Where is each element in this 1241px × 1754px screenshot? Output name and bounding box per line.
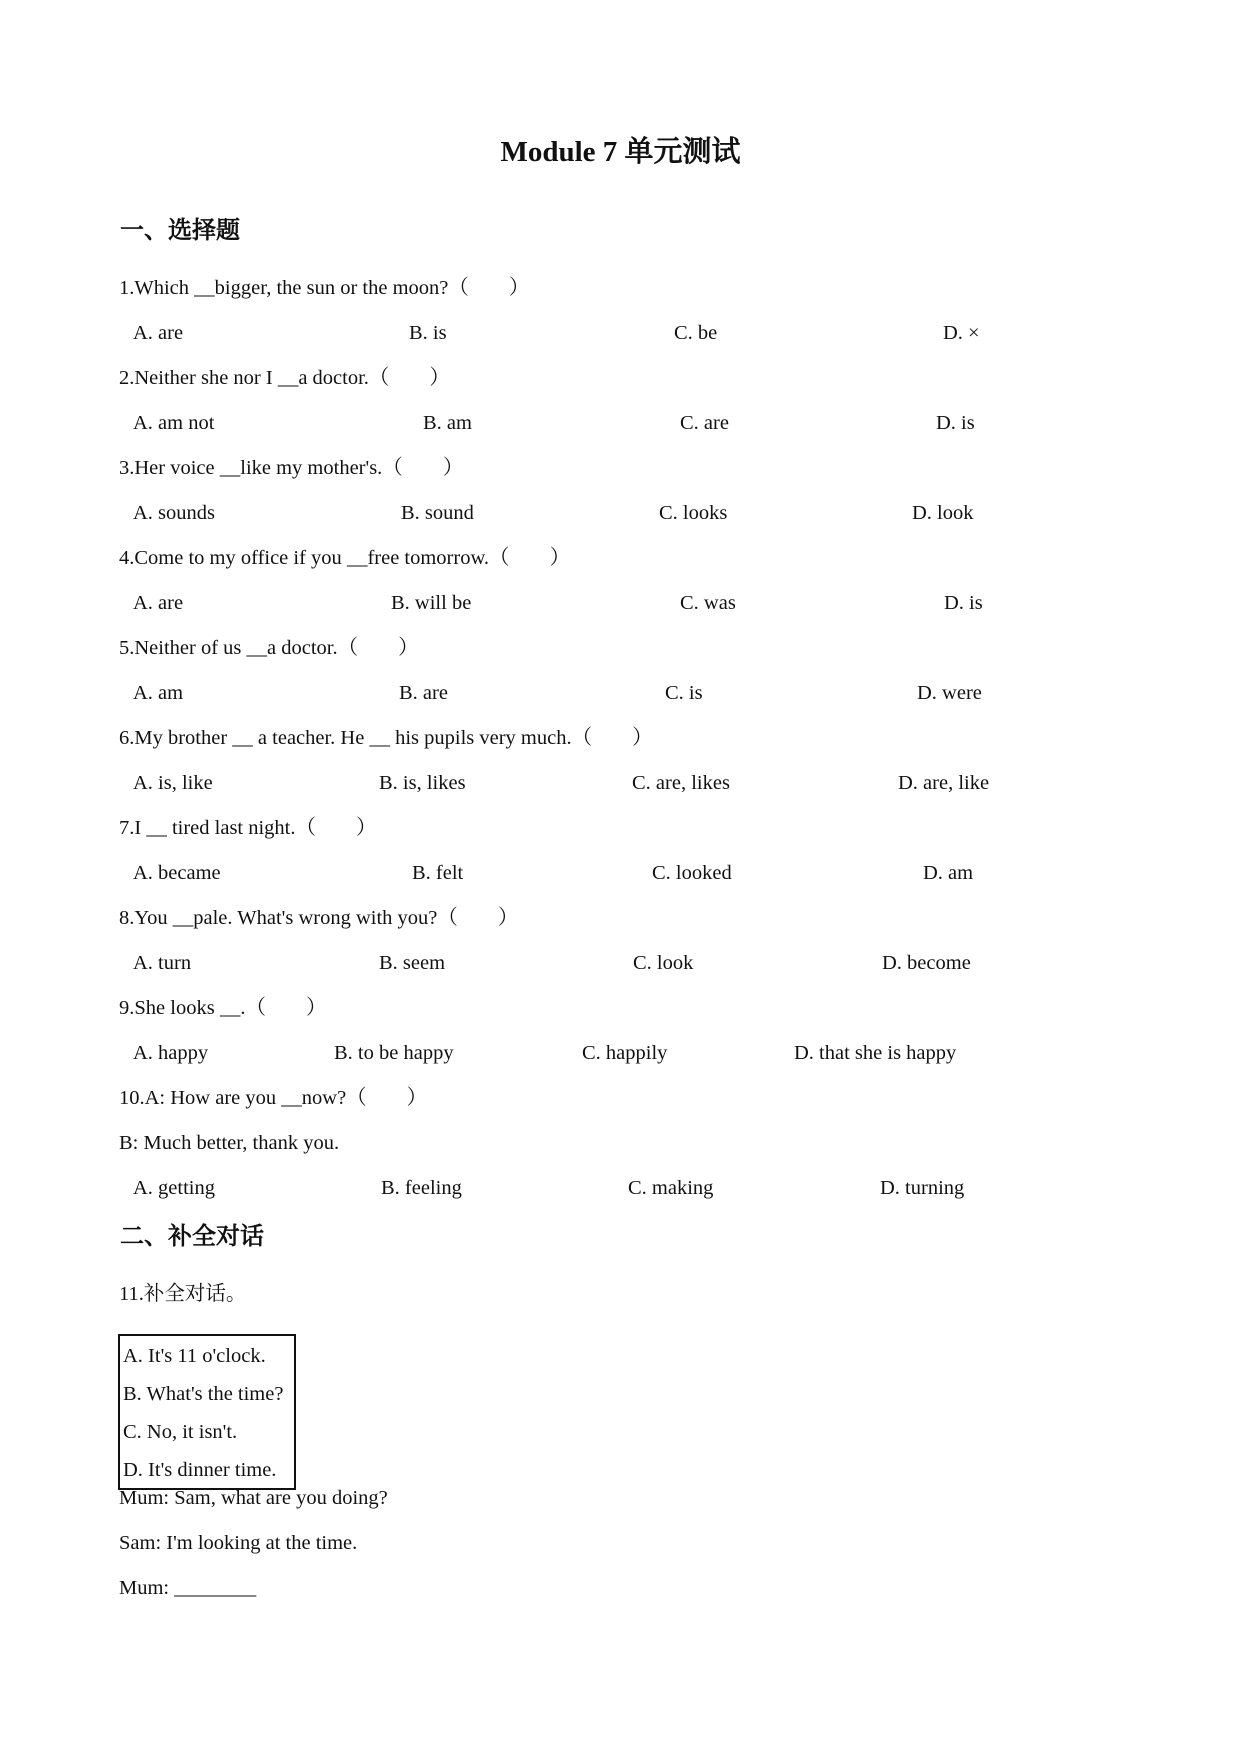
box-option-c: C. No, it isn't. bbox=[123, 1421, 238, 1443]
option-d: D. become bbox=[882, 952, 971, 974]
box-option-d: D. It's dinner time. bbox=[123, 1459, 277, 1481]
question-text: bigger, the sun or the moon?（ bbox=[214, 277, 469, 299]
option-b: B. will be bbox=[391, 592, 472, 614]
dialogue-options-box bbox=[118, 1334, 296, 1490]
paren-close: ） bbox=[429, 367, 450, 389]
option-a: A. are bbox=[133, 592, 184, 614]
question-number: 1. bbox=[119, 277, 135, 299]
option-b: B. am bbox=[423, 412, 472, 434]
question-text: I __ tired last night.（ bbox=[134, 817, 317, 839]
option-c: C. looked bbox=[652, 862, 732, 884]
option-a: A. are bbox=[133, 322, 184, 344]
option-d: D. is bbox=[944, 592, 983, 614]
question-number: 5. bbox=[119, 637, 135, 659]
question-11: 11.补全对话。 bbox=[119, 1283, 247, 1305]
option-b: B. felt bbox=[412, 862, 464, 884]
question-number: 4. bbox=[119, 547, 135, 569]
paren-close: ） bbox=[305, 997, 327, 1019]
question-text: a doctor.（ bbox=[267, 637, 359, 659]
answer-blank: __ bbox=[219, 457, 241, 479]
option-b: B. are bbox=[399, 682, 448, 704]
option-d: D. look bbox=[912, 502, 974, 524]
paren-close: ） bbox=[497, 907, 519, 929]
section-heading-dialogue: 二、补全对话 bbox=[120, 1224, 264, 1250]
question-text: My brother __ a teacher. He __ his pupils very much.（ bbox=[134, 727, 593, 749]
paren-close: ） bbox=[549, 547, 571, 569]
question-text: free tomorrow.（ bbox=[367, 547, 510, 569]
question-2 bbox=[119, 363, 450, 393]
question-text: You bbox=[134, 907, 173, 929]
option-a: A. happy bbox=[133, 1042, 209, 1064]
question-number: 7. bbox=[119, 817, 135, 839]
question-text: A: How are you bbox=[144, 1087, 282, 1109]
question-text: pale. What's wrong with you?（ bbox=[193, 907, 458, 929]
question-text: now?（ bbox=[301, 1087, 367, 1109]
option-a: A. sounds bbox=[133, 502, 216, 524]
question-6 bbox=[119, 723, 653, 753]
question-text: Neither of us bbox=[134, 637, 247, 659]
question-number: 6. bbox=[119, 727, 135, 749]
question-8 bbox=[119, 903, 518, 933]
box-option-a: A. It's 11 o'clock. bbox=[123, 1345, 266, 1367]
option-d: D. are, like bbox=[898, 772, 990, 794]
answer-blank: __ bbox=[246, 637, 268, 659]
question-text: .（ bbox=[240, 997, 266, 1019]
dialogue-line-3: Mum: ________ bbox=[119, 1577, 257, 1599]
option-c: C. is bbox=[665, 682, 703, 704]
page-title: Module 7 单元测试 bbox=[500, 136, 741, 168]
question-9 bbox=[119, 993, 326, 1023]
question-5 bbox=[119, 633, 419, 663]
paren-close: ） bbox=[398, 637, 419, 659]
question-text: Her voice bbox=[134, 457, 220, 479]
option-d: D. is bbox=[936, 412, 975, 434]
option-b: B. seem bbox=[379, 952, 446, 974]
box-option-b: B. What's the time? bbox=[123, 1383, 284, 1405]
option-c: C. look bbox=[633, 952, 694, 974]
question-number: 8. bbox=[119, 907, 135, 929]
question-text: like my mother's.（ bbox=[240, 457, 403, 479]
question-text: Neither she nor I bbox=[134, 367, 278, 389]
option-d: D. × bbox=[943, 322, 980, 344]
section-heading-multiple-choice: 一、选择题 bbox=[120, 218, 240, 244]
option-a: A. is, like bbox=[133, 772, 213, 794]
answer-blank: __ bbox=[219, 997, 241, 1019]
option-a: A. am not bbox=[133, 412, 215, 434]
dialogue-line-2: Sam: I'm looking at the time. bbox=[119, 1532, 358, 1554]
question-number: 10. bbox=[119, 1087, 145, 1109]
option-a: A. am bbox=[133, 682, 184, 704]
answer-blank: __ bbox=[277, 367, 299, 389]
question-number: 3. bbox=[119, 457, 135, 479]
option-b: B. is, likes bbox=[379, 772, 466, 794]
paren-close: ） bbox=[508, 277, 530, 299]
option-c: C. are bbox=[680, 412, 729, 434]
option-a: A. getting bbox=[133, 1177, 215, 1199]
option-d: D. am bbox=[923, 862, 974, 884]
option-a: A. became bbox=[133, 862, 221, 884]
paren-close: ） bbox=[632, 727, 653, 749]
dialogue-line-1: Mum: Sam, what are you doing? bbox=[119, 1487, 388, 1509]
question-text: Which bbox=[134, 277, 195, 299]
paren-close: ） bbox=[356, 817, 377, 839]
paren-close: ） bbox=[406, 1087, 428, 1109]
question-text: She looks bbox=[134, 997, 220, 1019]
option-d: D. were bbox=[917, 682, 982, 704]
question-10 bbox=[119, 1083, 427, 1113]
answer-blank: __ bbox=[172, 907, 194, 929]
option-d: D. that she is happy bbox=[794, 1042, 957, 1064]
option-b: B. is bbox=[409, 322, 447, 344]
question-10-response: B: Much better, thank you. bbox=[119, 1132, 340, 1154]
question-text: Come to my office if you bbox=[134, 547, 347, 569]
option-b: B. sound bbox=[401, 502, 474, 524]
option-c: C. are, likes bbox=[632, 772, 730, 794]
option-c: C. was bbox=[680, 592, 736, 614]
question-4 bbox=[119, 543, 570, 573]
answer-blank: __ bbox=[346, 547, 368, 569]
option-c: C. be bbox=[674, 322, 718, 344]
question-number: 9. bbox=[119, 997, 135, 1019]
question-3 bbox=[119, 453, 463, 483]
question-7 bbox=[119, 813, 377, 843]
answer-blank: __ bbox=[194, 277, 215, 299]
option-c: C. looks bbox=[659, 502, 728, 524]
answer-blank: __ bbox=[281, 1087, 302, 1109]
option-c: C. making bbox=[628, 1177, 714, 1199]
question-number: 2. bbox=[119, 367, 135, 389]
paren-close: ） bbox=[442, 457, 464, 479]
question-text: a doctor.（ bbox=[298, 367, 390, 389]
option-b: B. feeling bbox=[381, 1177, 462, 1199]
option-a: A. turn bbox=[133, 952, 192, 974]
option-c: C. happily bbox=[582, 1042, 668, 1064]
question-1 bbox=[119, 273, 529, 303]
option-d: D. turning bbox=[880, 1177, 965, 1199]
option-b: B. to be happy bbox=[334, 1042, 454, 1064]
